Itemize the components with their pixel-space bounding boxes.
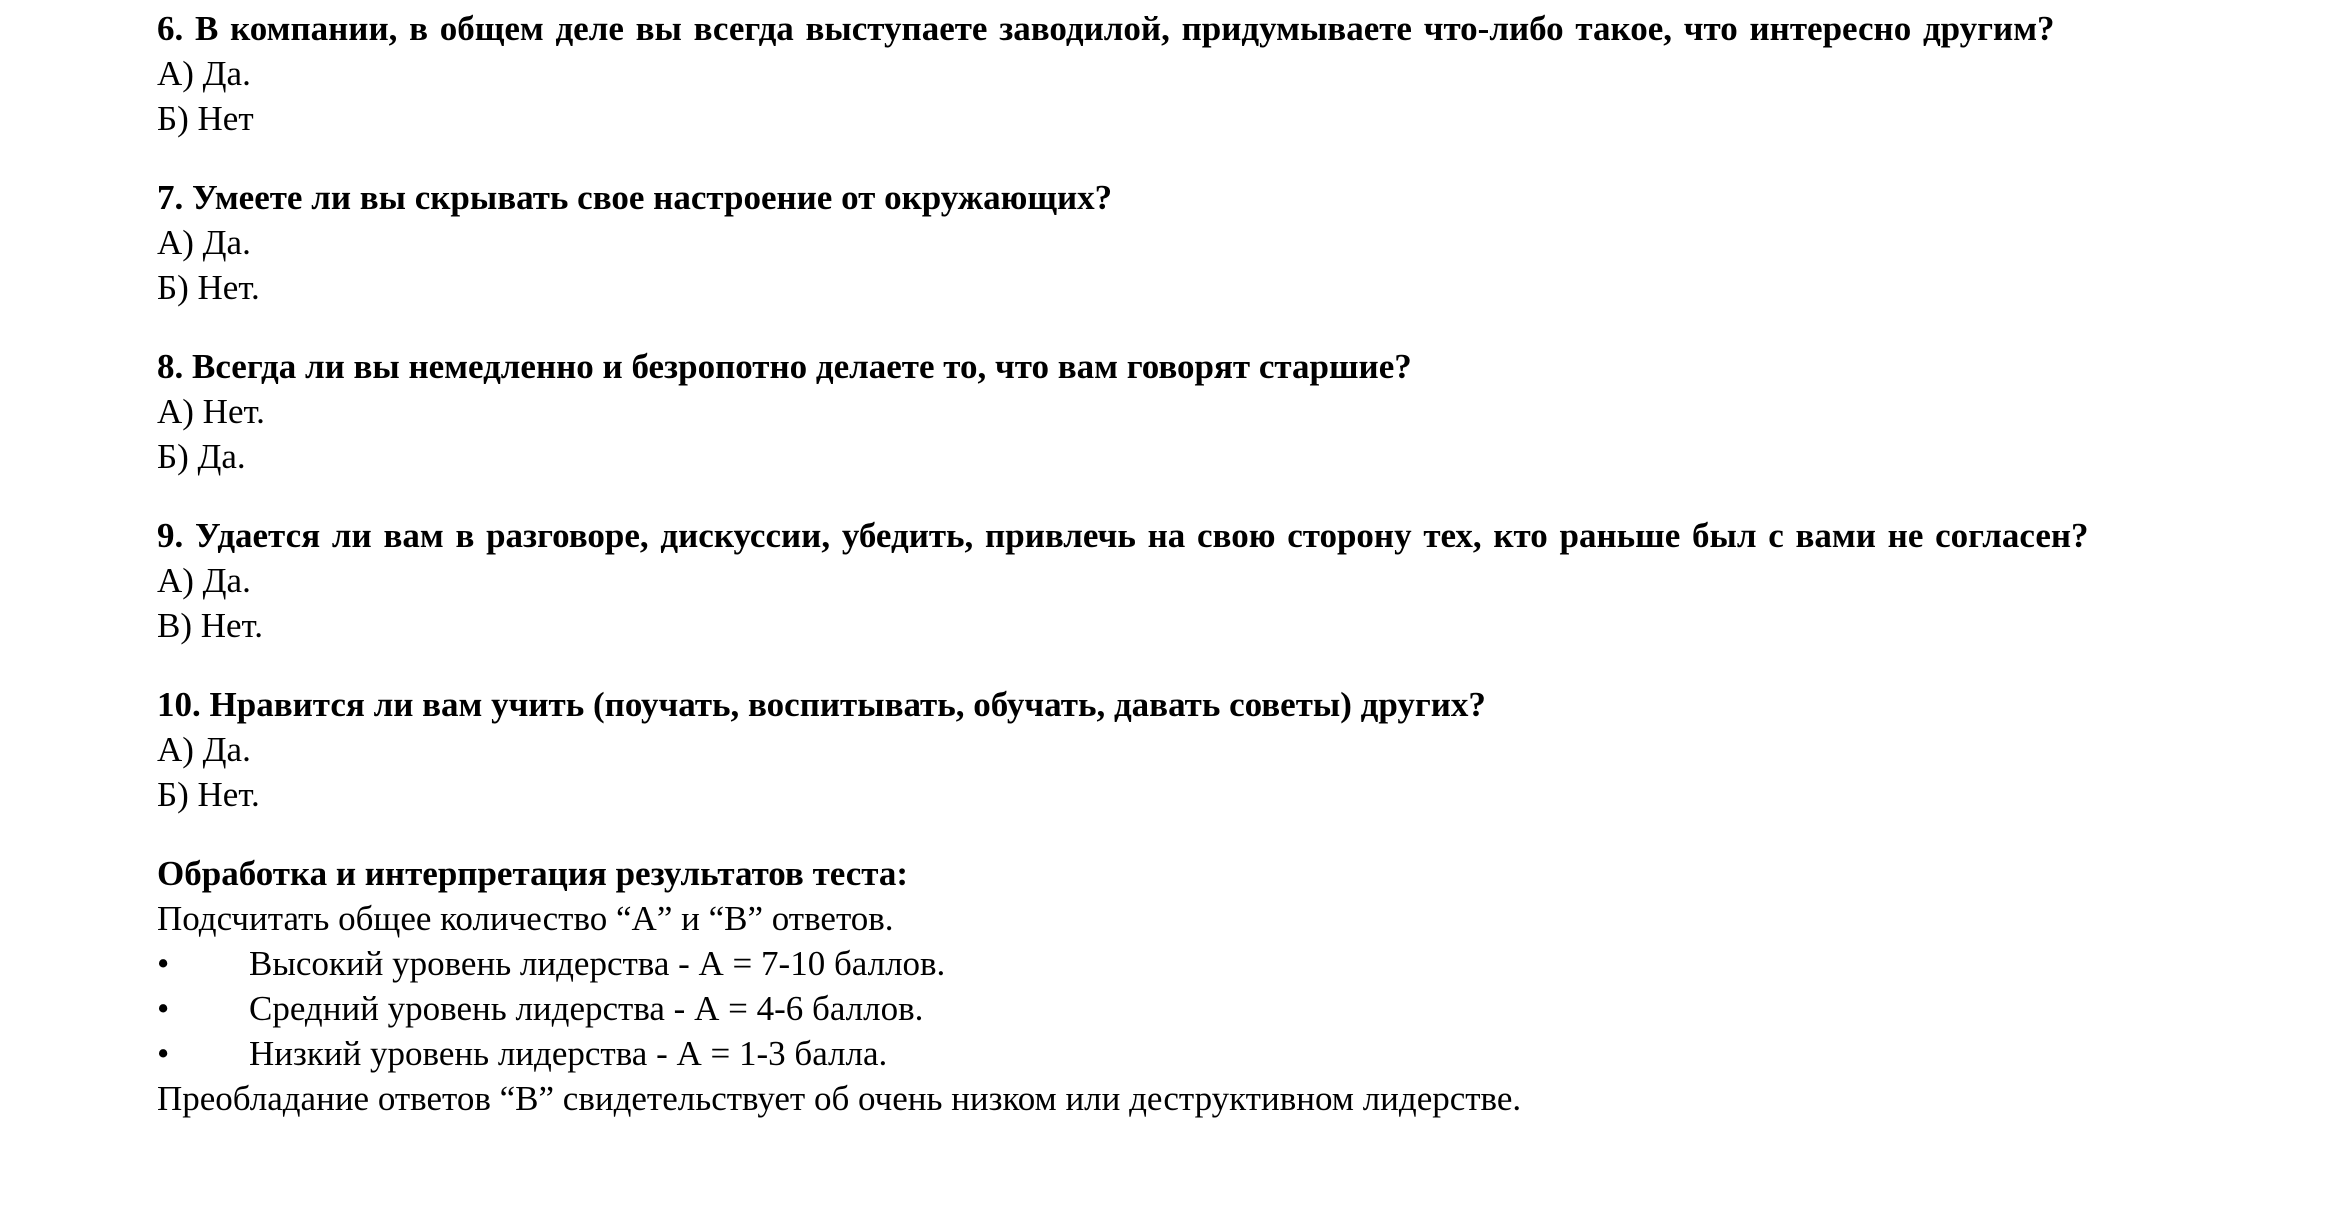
bullet-icon: • <box>157 1034 170 1073</box>
question-7 <box>157 175 2191 310</box>
answer-option: В) Нет. <box>157 606 263 645</box>
answer-option: А) Да. <box>157 54 251 93</box>
list-item <box>157 1031 2191 1076</box>
question-8 <box>157 344 2191 479</box>
results-section <box>157 851 2191 1121</box>
answer-option: А) Да. <box>157 730 251 769</box>
question-6 <box>157 6 2191 141</box>
question-10 <box>157 682 2191 817</box>
question-9 <box>157 513 2191 648</box>
question-text: 6. В компании, в общем деле вы всегда выступаете заводилой, придумываете что-либо такое, что интересно другим? <box>157 9 2055 48</box>
answer-option: Б) Нет. <box>157 775 260 814</box>
answer-option: Б) Нет <box>157 99 254 138</box>
list-item <box>157 941 2191 986</box>
answer-option: А) Да. <box>157 223 251 262</box>
level-text: Низкий уровень лидерства - А = 1-3 балла. <box>249 1034 888 1073</box>
question-text: 7. Умеете ли вы скрывать свое настроение от окружающих? <box>157 178 1113 217</box>
answer-option: Б) Нет. <box>157 268 260 307</box>
results-conclusion: Преобладание ответов “В” свидетельствует об очень низком или деструктивном лидерстве. <box>157 1079 1522 1118</box>
answer-option: А) Нет. <box>157 392 265 431</box>
level-text: Высокий уровень лидерства - А = 7-10 баллов. <box>249 944 946 983</box>
leadership-levels-list <box>157 941 2191 1076</box>
bullet-icon: • <box>157 944 170 983</box>
question-text: 9. Удается ли вам в разговоре, дискуссии, убедить, привлечь на свою сторону тех, кто раньше был с вами не согласен? <box>157 516 2089 555</box>
answer-option: Б) Да. <box>157 437 246 476</box>
document-page <box>157 6 2191 1121</box>
results-intro: Подсчитать общее количество “А” и “В” ответов. <box>157 899 894 938</box>
level-text: Средний уровень лидерства - А = 4-6 баллов. <box>249 989 924 1028</box>
answer-option: А) Да. <box>157 561 251 600</box>
results-title: Обработка и интерпретация результатов теста: <box>157 854 909 893</box>
list-item <box>157 986 2191 1031</box>
question-text: 10. Нравится ли вам учить (поучать, воспитывать, обучать, давать советы) других? <box>157 685 1486 724</box>
bullet-icon: • <box>157 989 170 1028</box>
question-text: 8. Всегда ли вы немедленно и безропотно делаете то, что вам говорят старшие? <box>157 347 1412 386</box>
